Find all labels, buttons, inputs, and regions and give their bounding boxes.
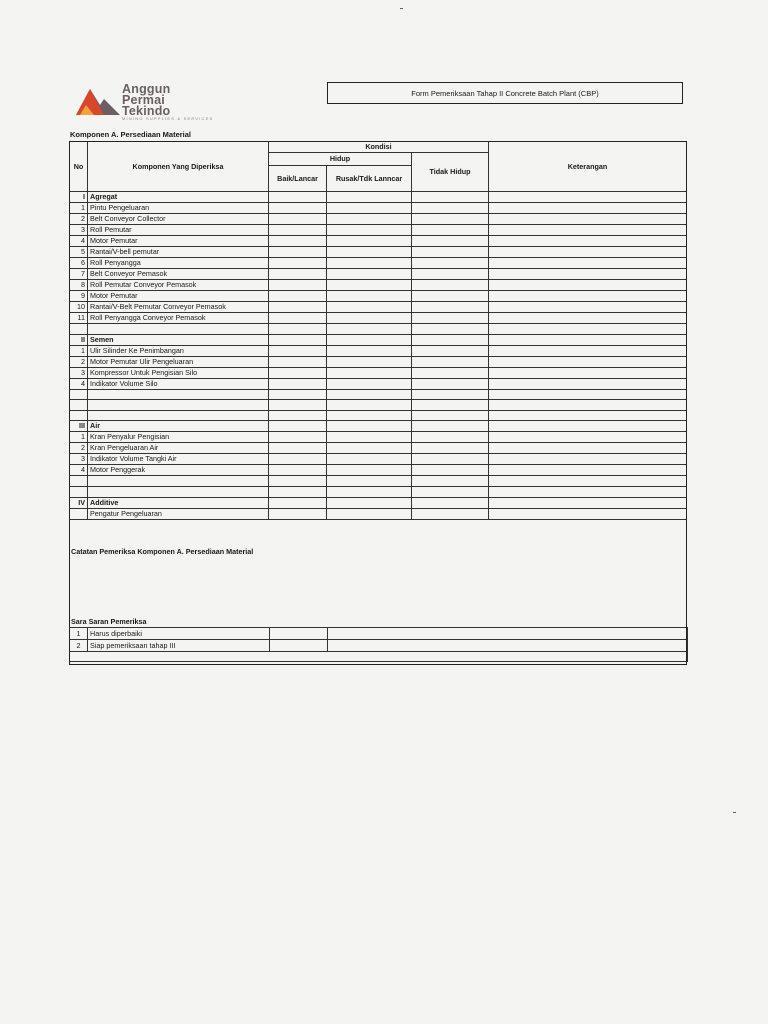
header-baik: Baik/Lancar: [269, 166, 327, 192]
cell-rusak[interactable]: [327, 454, 412, 465]
cell-rusak[interactable]: [327, 192, 412, 203]
row-number: 2: [70, 214, 88, 225]
row-component: Rantai/V-Belt Pemutar Conveyor Pemasok: [88, 302, 269, 313]
cell-tidak-hidup[interactable]: [412, 302, 489, 313]
row-number: 2: [70, 356, 88, 367]
cell-rusak[interactable]: [327, 324, 412, 335]
cell-keterangan[interactable]: [489, 345, 687, 356]
cell-baik[interactable]: [269, 236, 327, 247]
cell-keterangan[interactable]: [489, 203, 687, 214]
cell-baik[interactable]: [269, 443, 327, 454]
notes-area[interactable]: [70, 519, 687, 603]
row-number: II: [70, 334, 88, 345]
cell-baik[interactable]: [269, 258, 327, 269]
row-component: Additive: [88, 497, 269, 508]
cell-keterangan[interactable]: [489, 400, 687, 411]
cell-rusak[interactable]: [327, 280, 412, 291]
cell-tidak-hidup[interactable]: [412, 367, 489, 378]
cell-baik[interactable]: [269, 378, 327, 389]
row-component: Roll Penyangga: [88, 258, 269, 269]
row-component: Agregat: [88, 192, 269, 203]
row-number: I: [70, 192, 88, 203]
saran-table: [69, 627, 688, 662]
cell-baik[interactable]: [269, 432, 327, 443]
row-component: Pengatur Pengeluaran: [88, 508, 269, 519]
company-name: [122, 84, 170, 117]
cell-tidak-hidup[interactable]: [412, 486, 489, 497]
row-component: Motor Pemutar: [88, 291, 269, 302]
saran-check[interactable]: [270, 628, 328, 640]
table-row: [70, 476, 687, 487]
cell-tidak-hidup[interactable]: [412, 410, 489, 421]
row-component: Motor Penggerak: [88, 465, 269, 476]
row-number: 11: [70, 313, 88, 324]
scan-speck: [400, 8, 403, 9]
table-row: [70, 454, 687, 465]
row-component: Motor Pemutar: [88, 236, 269, 247]
cell-tidak-hidup[interactable]: [412, 247, 489, 258]
cell-baik[interactable]: [269, 476, 327, 487]
row-component: Air: [88, 421, 269, 432]
row-number: [70, 389, 88, 400]
cell-keterangan[interactable]: [489, 367, 687, 378]
cell-tidak-hidup[interactable]: [412, 465, 489, 476]
cell-rusak[interactable]: [327, 236, 412, 247]
row-number: 8: [70, 280, 88, 291]
cell-rusak[interactable]: [327, 334, 412, 345]
cell-rusak[interactable]: [327, 410, 412, 421]
cell-tidak-hidup[interactable]: [412, 313, 489, 324]
cell-tidak-hidup[interactable]: [412, 324, 489, 335]
saran-blank-cell: [70, 652, 688, 662]
saran-title: Sara Saran Pemeriksa: [71, 617, 147, 626]
cell-tidak-hidup[interactable]: [412, 258, 489, 269]
cell-keterangan[interactable]: [489, 324, 687, 335]
scan-speck: [733, 812, 736, 813]
cell-keterangan[interactable]: [489, 302, 687, 313]
row-number: [70, 486, 88, 497]
table-row: [70, 313, 687, 324]
cell-baik[interactable]: [269, 291, 327, 302]
company-name-line-1: Anggun: [122, 82, 171, 96]
cell-rusak[interactable]: [327, 432, 412, 443]
cell-baik[interactable]: [269, 497, 327, 508]
cell-rusak[interactable]: [327, 443, 412, 454]
saran-remark[interactable]: [328, 628, 688, 640]
table-row: [70, 465, 687, 476]
header-komponen: Komponen Yang Diperiksa: [88, 142, 269, 192]
row-component: Semen: [88, 334, 269, 345]
cell-tidak-hidup[interactable]: [412, 334, 489, 345]
cell-baik[interactable]: [269, 367, 327, 378]
table-row: [70, 356, 687, 367]
table-row: [70, 486, 687, 497]
cell-baik[interactable]: [269, 324, 327, 335]
cell-baik[interactable]: [269, 280, 327, 291]
cell-baik[interactable]: [269, 225, 327, 236]
cell-keterangan[interactable]: [489, 432, 687, 443]
cell-baik[interactable]: [269, 214, 327, 225]
saran-number: 1: [70, 628, 88, 640]
cell-baik[interactable]: [269, 465, 327, 476]
cell-tidak-hidup[interactable]: [412, 291, 489, 302]
table-row: [70, 225, 687, 236]
cell-baik[interactable]: [269, 389, 327, 400]
cell-keterangan[interactable]: [489, 225, 687, 236]
group-row: [70, 192, 687, 203]
table-row: [70, 280, 687, 291]
cell-rusak[interactable]: [327, 345, 412, 356]
cell-baik[interactable]: [269, 192, 327, 203]
row-component: Ulir Silinder Ke Penimbangan: [88, 345, 269, 356]
table-body: [70, 192, 687, 604]
cell-tidak-hidup[interactable]: [412, 421, 489, 432]
cell-keterangan[interactable]: [489, 247, 687, 258]
saran-body: [70, 628, 688, 662]
row-number: [70, 400, 88, 411]
saran-check[interactable]: [270, 640, 328, 652]
row-number: [70, 508, 88, 519]
header-rusak: Rusak/Tdk Lanncar: [327, 166, 412, 192]
cell-keterangan[interactable]: [489, 334, 687, 345]
cell-keterangan[interactable]: [489, 378, 687, 389]
row-component: [88, 410, 269, 421]
row-component: Roll Penyangga Conveyor Pemasok: [88, 313, 269, 324]
cell-keterangan[interactable]: [489, 192, 687, 203]
cell-tidak-hidup[interactable]: [412, 454, 489, 465]
cell-keterangan[interactable]: [489, 454, 687, 465]
row-component: Pintu Pengeluaran: [88, 203, 269, 214]
saran-text: Siap pemeriksaan tahap III: [88, 640, 270, 652]
saran-number: 2: [70, 640, 88, 652]
cell-keterangan[interactable]: [489, 214, 687, 225]
row-component: [88, 324, 269, 335]
cell-tidak-hidup[interactable]: [412, 203, 489, 214]
row-component: Motor Pemutar Ulir Pengeluaran: [88, 356, 269, 367]
table-row: [70, 324, 687, 335]
cell-keterangan[interactable]: [489, 291, 687, 302]
row-number: III: [70, 421, 88, 432]
row-component: Belt Conveyor Pemasok: [88, 269, 269, 280]
cell-tidak-hidup[interactable]: [412, 356, 489, 367]
cell-keterangan[interactable]: [489, 410, 687, 421]
cell-rusak[interactable]: [327, 367, 412, 378]
row-number: 3: [70, 454, 88, 465]
cell-baik[interactable]: [269, 345, 327, 356]
group-row: [70, 421, 687, 432]
cell-rusak[interactable]: [327, 486, 412, 497]
row-component: Indikator Volume Tangki Air: [88, 454, 269, 465]
cell-baik[interactable]: [269, 454, 327, 465]
row-number: 6: [70, 258, 88, 269]
company-name-line-3: Tekindo: [122, 104, 171, 118]
cell-rusak[interactable]: [327, 497, 412, 508]
table-row: [70, 291, 687, 302]
cell-tidak-hidup[interactable]: [412, 497, 489, 508]
notes-field[interactable]: [70, 519, 687, 603]
cell-keterangan[interactable]: [489, 497, 687, 508]
cell-tidak-hidup[interactable]: [412, 378, 489, 389]
cell-keterangan[interactable]: [489, 389, 687, 400]
table-row: [70, 203, 687, 214]
cell-tidak-hidup[interactable]: [412, 280, 489, 291]
saran-text: Harus diperbaiki: [88, 628, 270, 640]
cell-keterangan[interactable]: [489, 465, 687, 476]
inspection-table: [69, 141, 687, 603]
cell-keterangan[interactable]: [489, 476, 687, 487]
row-number: 2: [70, 443, 88, 454]
group-row: [70, 497, 687, 508]
cell-tidak-hidup[interactable]: [412, 432, 489, 443]
form-title: Form Pemeriksaan Tahap II Concrete Batch Plant (CBP): [327, 82, 683, 104]
cell-rusak[interactable]: [327, 203, 412, 214]
cell-tidak-hidup[interactable]: [412, 236, 489, 247]
cell-rusak[interactable]: [327, 302, 412, 313]
cell-tidak-hidup[interactable]: [412, 400, 489, 411]
row-number: 10: [70, 302, 88, 313]
cell-baik[interactable]: [269, 334, 327, 345]
cell-baik[interactable]: [269, 410, 327, 421]
cell-rusak[interactable]: [327, 225, 412, 236]
row-number: IV: [70, 497, 88, 508]
cell-rusak[interactable]: [327, 214, 412, 225]
company-name-line-2: Permai: [122, 93, 165, 107]
section-title: Komponen A. Persediaan Material: [70, 130, 192, 139]
row-number: [70, 476, 88, 487]
cell-baik[interactable]: [269, 486, 327, 497]
cell-keterangan[interactable]: [489, 280, 687, 291]
row-number: 3: [70, 367, 88, 378]
cell-tidak-hidup[interactable]: [412, 192, 489, 203]
cell-tidak-hidup[interactable]: [412, 508, 489, 519]
saran-remark[interactable]: [328, 640, 688, 652]
cell-rusak[interactable]: [327, 269, 412, 280]
row-number: 5: [70, 247, 88, 258]
header-kondisi: Kondisi: [269, 142, 489, 153]
row-component: Kran Pengeluaran Air: [88, 443, 269, 454]
table-row: [70, 345, 687, 356]
cell-baik[interactable]: [269, 203, 327, 214]
table-row: [70, 508, 687, 519]
cell-rusak[interactable]: [327, 508, 412, 519]
row-number: 7: [70, 269, 88, 280]
cell-keterangan[interactable]: [489, 269, 687, 280]
cell-rusak[interactable]: [327, 356, 412, 367]
row-component: Belt Conveyor Collector: [88, 214, 269, 225]
cell-rusak[interactable]: [327, 313, 412, 324]
table-row: [70, 236, 687, 247]
table-row: [70, 378, 687, 389]
row-number: 1: [70, 203, 88, 214]
row-component: Indikator Volume Silo: [88, 378, 269, 389]
cell-keterangan[interactable]: [489, 356, 687, 367]
cell-tidak-hidup[interactable]: [412, 269, 489, 280]
table-row: [70, 432, 687, 443]
table-row: [70, 247, 687, 258]
header-hidup: Hidup: [269, 153, 412, 166]
cell-rusak[interactable]: [327, 400, 412, 411]
cell-tidak-hidup[interactable]: [412, 225, 489, 236]
row-number: 1: [70, 432, 88, 443]
row-component: Roll Pemutar: [88, 225, 269, 236]
header-no: No: [70, 142, 88, 192]
row-component: Rantai/V-bell pemutar: [88, 247, 269, 258]
cell-rusak[interactable]: [327, 378, 412, 389]
table-row: [70, 400, 687, 411]
saran-row: [70, 628, 688, 640]
row-component: Roll Pemutar Conveyor Pemasok: [88, 280, 269, 291]
table-row: [70, 258, 687, 269]
table-row: [70, 443, 687, 454]
row-number: 9: [70, 291, 88, 302]
cell-tidak-hidup[interactable]: [412, 214, 489, 225]
header-tidak-hidup: Tidak Hidup: [412, 153, 489, 192]
cell-baik[interactable]: [269, 302, 327, 313]
row-number: [70, 324, 88, 335]
row-component: [88, 400, 269, 411]
cell-baik[interactable]: [269, 421, 327, 432]
cell-rusak[interactable]: [327, 389, 412, 400]
cell-tidak-hidup[interactable]: [412, 476, 489, 487]
notes-title: Catatan Pemeriksa Komponen A. Persediaan Material: [71, 547, 254, 556]
cell-tidak-hidup[interactable]: [412, 389, 489, 400]
cell-tidak-hidup[interactable]: [412, 345, 489, 356]
group-row: [70, 334, 687, 345]
table-row: [70, 302, 687, 313]
cell-baik[interactable]: [269, 356, 327, 367]
table-row: [70, 214, 687, 225]
cell-baik[interactable]: [269, 247, 327, 258]
table-row: [70, 410, 687, 421]
cell-rusak[interactable]: [327, 465, 412, 476]
cell-baik[interactable]: [269, 269, 327, 280]
cell-tidak-hidup[interactable]: [412, 443, 489, 454]
cell-keterangan[interactable]: [489, 313, 687, 324]
row-number: [70, 410, 88, 421]
row-number: 1: [70, 345, 88, 356]
saran-row: [70, 640, 688, 652]
row-component: [88, 476, 269, 487]
cell-baik[interactable]: [269, 313, 327, 324]
table-row: [70, 269, 687, 280]
row-number: 3: [70, 225, 88, 236]
cell-rusak[interactable]: [327, 247, 412, 258]
cell-keterangan[interactable]: [489, 508, 687, 519]
row-component: [88, 389, 269, 400]
row-component: [88, 486, 269, 497]
row-number: 4: [70, 465, 88, 476]
cell-rusak[interactable]: [327, 476, 412, 487]
cell-rusak[interactable]: [327, 291, 412, 302]
cell-rusak[interactable]: [327, 258, 412, 269]
cell-baik[interactable]: [269, 400, 327, 411]
cell-baik[interactable]: [269, 508, 327, 519]
cell-keterangan[interactable]: [489, 486, 687, 497]
cell-keterangan[interactable]: [489, 421, 687, 432]
row-number: 4: [70, 236, 88, 247]
saran-blank-row: [70, 652, 688, 662]
table-row: [70, 367, 687, 378]
table-row: [70, 389, 687, 400]
header-keterangan: Keterangan: [489, 142, 687, 192]
row-component: Kran Penyalur Pengisian: [88, 432, 269, 443]
row-number: 4: [70, 378, 88, 389]
company-tagline: MINING SUPPLIES & SERVICES: [122, 116, 214, 121]
row-component: Kompressor Untuk Pengisian Silo: [88, 367, 269, 378]
cell-rusak[interactable]: [327, 421, 412, 432]
cell-keterangan[interactable]: [489, 236, 687, 247]
cell-keterangan[interactable]: [489, 258, 687, 269]
cell-keterangan[interactable]: [489, 443, 687, 454]
